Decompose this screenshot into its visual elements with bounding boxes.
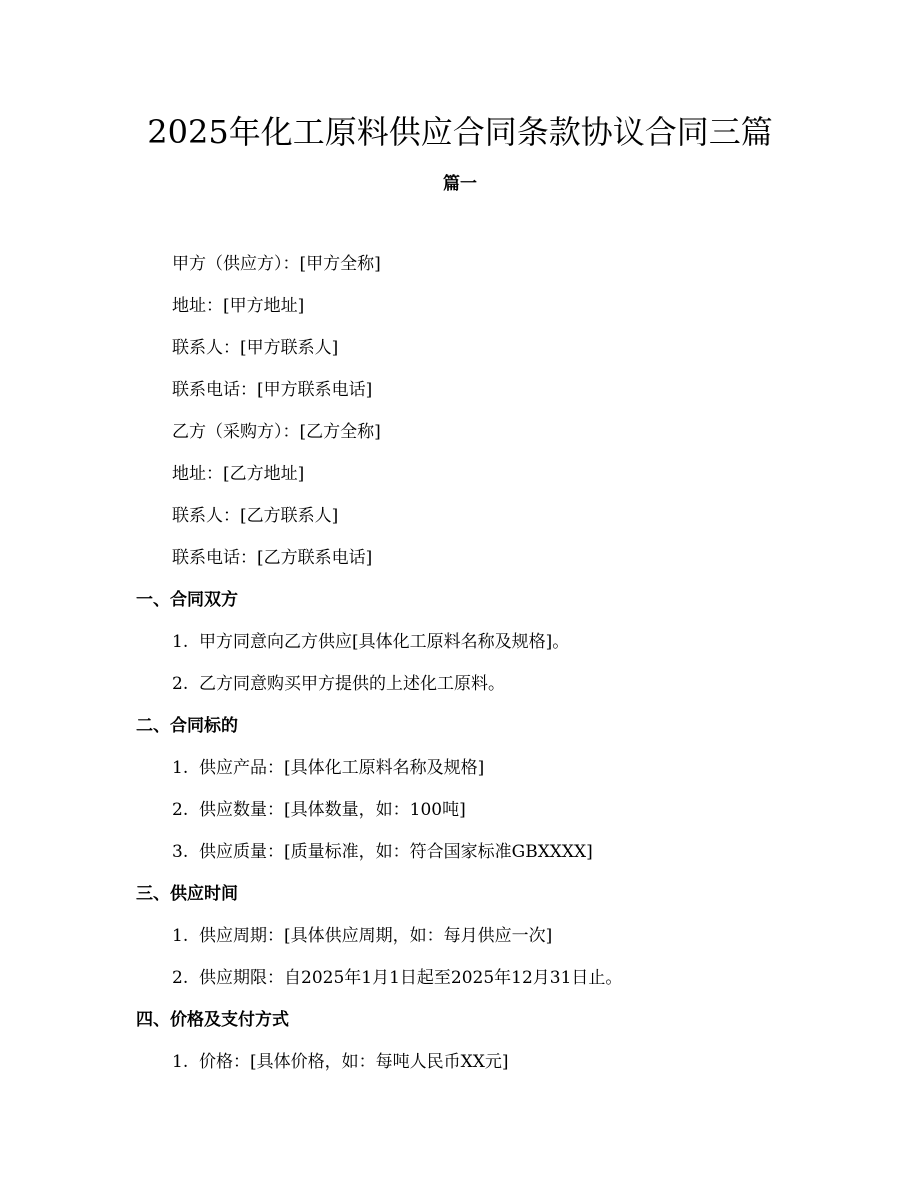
item-number: 3. <box>172 842 189 862</box>
list-item <box>0 621 920 663</box>
list-item <box>0 789 920 831</box>
item-text: 价格：[具体价格，如：每吨人民币XX元] <box>199 1052 509 1072</box>
party-line: 联系电话：[甲方联系电话] <box>172 380 373 400</box>
section-heading: 四、价格及支付方式 <box>136 1010 289 1030</box>
item-text: 供应产品：[具体化工原料名称及规格] <box>199 758 485 778</box>
item-number: 2. <box>172 968 189 988</box>
list-item <box>0 831 920 873</box>
list-item <box>0 747 920 789</box>
document-title: 2025年化工原料供应合同条款协议合同三篇 <box>147 113 773 151</box>
item-text: 供应期限：自2025年1月1日起至2025年12月31日止。 <box>199 968 623 988</box>
item-text: 供应周期：[具体供应周期，如：每月供应一次] <box>199 926 553 946</box>
list-item <box>0 663 920 705</box>
party-line: 地址：[乙方地址] <box>172 464 305 484</box>
item-number: 2. <box>172 800 189 820</box>
item-number: 2. <box>172 674 189 694</box>
document-body <box>0 243 920 1083</box>
part-title: 篇一 <box>443 174 477 194</box>
section-heading: 二、合同标的 <box>136 716 238 736</box>
list-item <box>0 1041 920 1083</box>
item-text: 乙方同意购买甲方提供的上述化工原料。 <box>199 674 505 694</box>
item-text: 供应数量：[具体数量，如：100吨] <box>199 800 466 820</box>
party-line: 甲方（供应方）：[甲方全称] <box>172 254 381 274</box>
party-line: 联系电话：[乙方联系电话] <box>172 548 373 568</box>
item-number: 1. <box>172 632 189 652</box>
item-number: 1. <box>172 1052 189 1072</box>
item-number: 1. <box>172 926 189 946</box>
section-heading: 三、供应时间 <box>136 884 238 904</box>
section-heading: 一、合同双方 <box>136 590 238 610</box>
list-item <box>0 957 920 999</box>
item-text: 甲方同意向乙方供应[具体化工原料名称及规格]。 <box>199 632 570 652</box>
item-number: 1. <box>172 758 189 778</box>
party-line: 联系人：[甲方联系人] <box>172 338 339 358</box>
item-text: 供应质量：[质量标准，如：符合国家标准GBXXXX] <box>199 842 593 862</box>
party-line: 联系人：[乙方联系人] <box>172 506 339 526</box>
party-line: 地址：[甲方地址] <box>172 296 305 316</box>
list-item <box>0 915 920 957</box>
party-line: 乙方（采购方）：[乙方全称] <box>172 422 381 442</box>
